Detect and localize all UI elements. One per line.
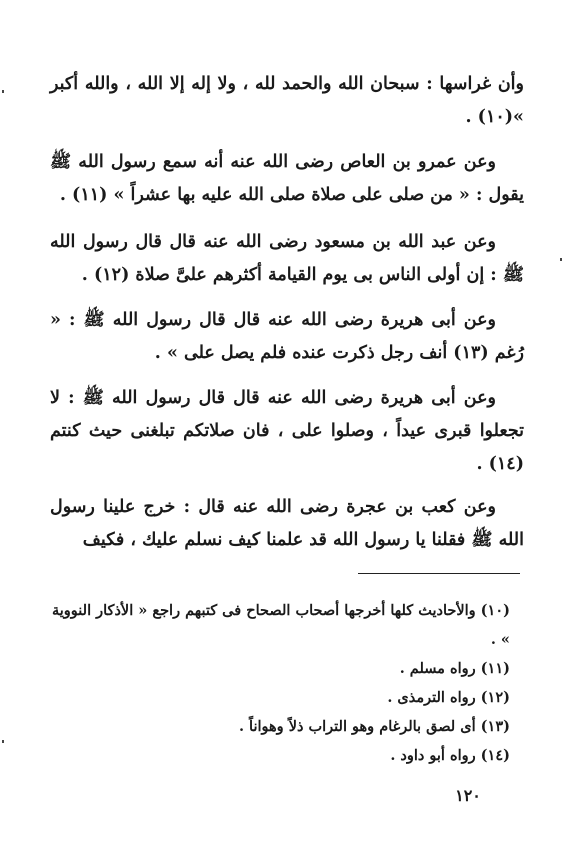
paragraph xyxy=(50,146,524,212)
footnote: (١١) رواه مسلم . xyxy=(399,660,510,677)
paragraph xyxy=(50,382,524,481)
main-text xyxy=(50,68,524,557)
paragraph xyxy=(50,304,524,370)
paragraph-text: وعن عبد الله بن مسعود رضى الله عنه قال قال رسول الله ﷺ : إن أولى الناس بى يوم القيامة أكثرهم علىَّ صلاة (١٢) . xyxy=(50,232,524,285)
footnote: (١٠) والأحاديث كلها أخرجها أصحاب الصحاح فى كتبهم راجع « الأذكار النووية » . xyxy=(51,602,510,648)
margin-mark xyxy=(2,740,4,743)
paragraph xyxy=(50,226,524,292)
footnote-divider xyxy=(358,573,520,574)
margin-mark xyxy=(560,258,562,261)
footnotes xyxy=(50,596,524,770)
page-number: ١٢٠ xyxy=(455,786,481,805)
paragraph: وأن غراسها : سبحان الله والحمد لله ، ولا إله إلا الله ، والله أكبر »(١٠) . xyxy=(50,74,524,127)
margin-mark xyxy=(2,90,4,93)
paragraph-text: وعن أبى هريرة رضى الله عنه قال قال رسول الله ﷺ : لا تجعلوا قبرى عيداً ، وصلوا على ، فان صلاتكم تبلغنى حيث كنتم (١٤) . xyxy=(50,388,524,474)
footnote: (١٢) رواه الترمذى . xyxy=(387,689,510,706)
paragraph-text: وعن كعب بن عجرة رضى الله عنه قال : خرج علينا رسول الله ﷺ فقلنا يا رسول الله قد علمنا كيف نسلم عليك ، فكيف xyxy=(50,497,524,550)
paragraph xyxy=(50,491,524,557)
footnote: (١٣) أى لصق بالرغام وهو التراب ذلاً وهواناً . xyxy=(238,718,510,735)
paragraph-text: وعن عمرو بن العاص رضى الله عنه أنه سمع رسول الله ﷺ يقول : « من صلى على صلاة صلى الله عليه بها عشراً » (١١) . xyxy=(50,152,524,205)
footnote: (١٤) رواه أبو داود . xyxy=(390,747,510,764)
paragraph-text: وعن أبى هريرة رضى الله عنه قال قال رسول الله ﷺ : « رُغم (١٣) أنف رجل ذكرت عنده فلم يصل على » . xyxy=(50,310,524,363)
